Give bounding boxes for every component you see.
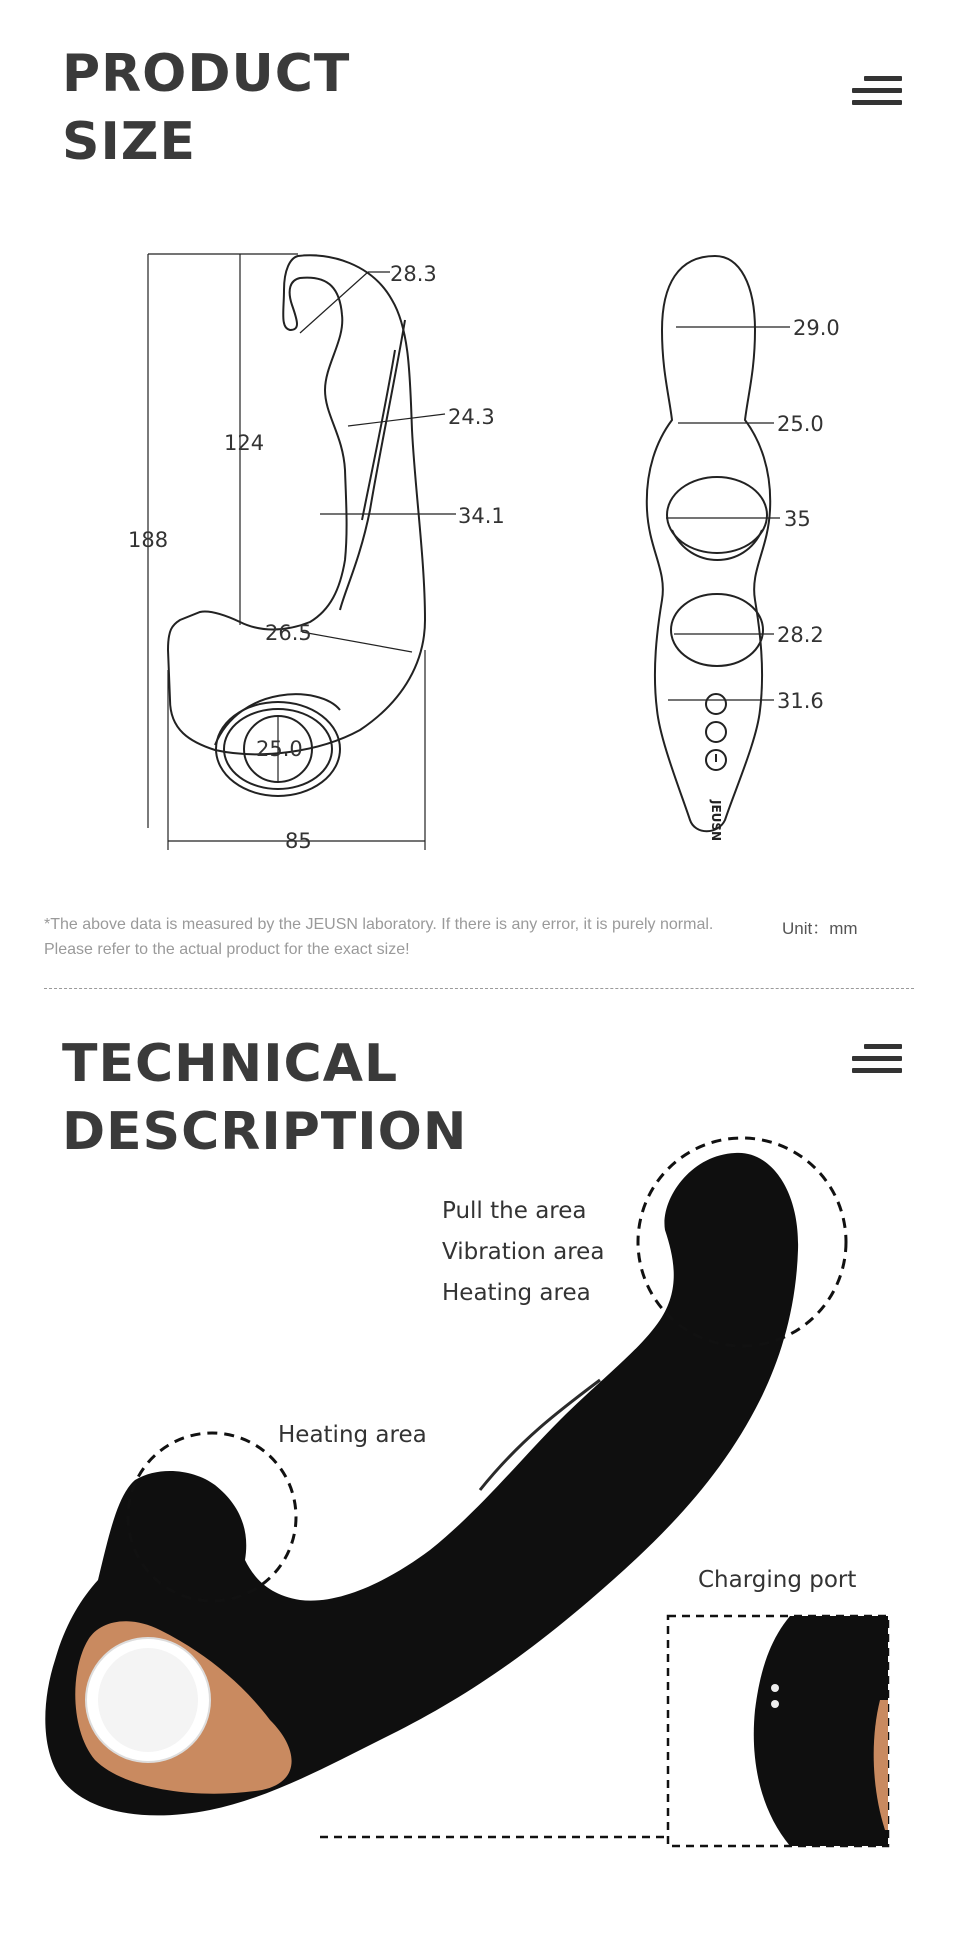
product-size-title-line2: SIZE: [62, 112, 197, 172]
dim-front-upper: 25.0: [777, 412, 824, 436]
dim-insert-length: 124: [224, 431, 265, 455]
label-heating-area-top: Heating area: [442, 1280, 591, 1306]
menu-icon[interactable]: [852, 76, 902, 106]
measurement-note: *The above data is measured by the JEUSN laboratory. If there is any error, it is purely normal. Please refer to the actual product for the exact size!: [44, 916, 714, 958]
label-charging-port: Charging port: [698, 1567, 857, 1593]
section-divider: [44, 988, 914, 989]
dim-shaft-lower: 26.5: [265, 621, 312, 645]
front-brand-text: JEUSN: [709, 800, 723, 842]
dim-front-mid: 35: [784, 507, 811, 531]
dim-tip-width: 28.3: [390, 262, 437, 286]
label-vibration-area: Vibration area: [442, 1239, 605, 1265]
dim-front-base: 31.6: [777, 689, 824, 713]
label-pull-area: Pull the area: [442, 1198, 587, 1224]
technical-title-line1: TECHNICAL: [62, 1034, 399, 1094]
side-view-outline: [168, 255, 425, 754]
charging-port-inset: [668, 1616, 888, 1846]
dim-shaft-upper: 24.3: [448, 405, 495, 429]
dimension-drawing: [0, 230, 958, 870]
front-view-outline: [647, 256, 770, 831]
technical-title-line2: DESCRIPTION: [62, 1102, 468, 1162]
menu-icon-2[interactable]: [852, 1044, 902, 1074]
heat-icon: [706, 722, 726, 742]
dim-shaft-mid: 34.1: [458, 504, 505, 528]
product-size-title-line1: PRODUCT: [62, 44, 351, 104]
vibration-icon: [706, 694, 726, 714]
dim-base-width: 85: [285, 829, 312, 853]
product-size-title: [62, 40, 350, 176]
dim-ring-diameter: 25.0: [256, 737, 303, 761]
dim-front-lower: 28.2: [777, 623, 824, 647]
label-heating-area-side: Heating area: [278, 1422, 427, 1448]
dim-front-tip: 29.0: [793, 316, 840, 340]
dim-total-length: 188: [128, 528, 169, 552]
product-illustration: [0, 1110, 958, 1936]
unit-label: Unit：mm: [782, 919, 858, 938]
